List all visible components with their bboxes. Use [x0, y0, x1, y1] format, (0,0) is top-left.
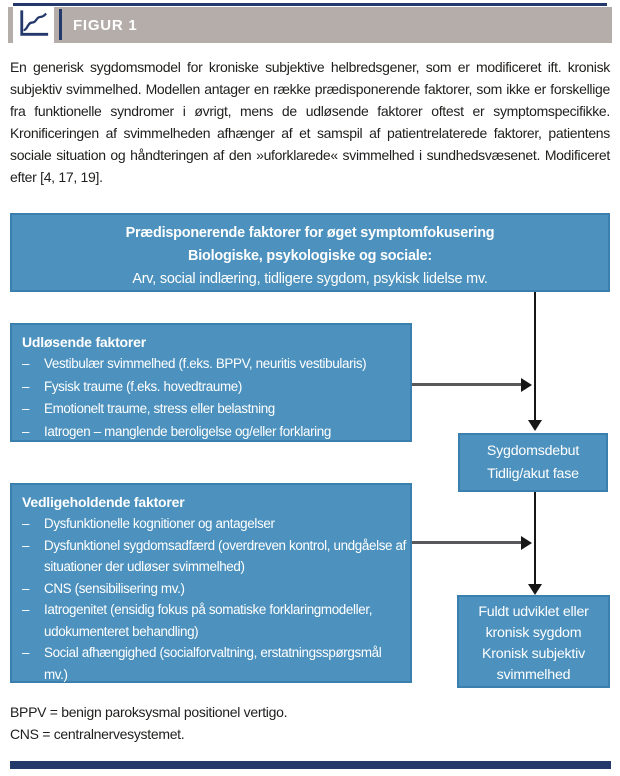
list-item: [22, 642, 408, 685]
list-item: [22, 599, 408, 642]
footnotes: [10, 701, 610, 745]
list-item: [22, 535, 408, 578]
footnote-bppv: BPPV = benign paroksysmal positionel vertigo.: [10, 704, 288, 720]
figure-caption: En generisk sygdomsmodel for kroniske subjektive helbredsgener, som er modificeret ift. kronisk subjektiv svimmelhed. Modellen antager en række prædisponerende faktorer, som ikke er forskellige fra funktionelle syndromer i øvrigt, mens de udløsende faktorer oftest er symptomspecifikke. Kronificeringen af svimmelheden afhænger af et samspil af patientrelaterede faktorer, patientens sociale situation og håndteringen af den »uforklarede« svimmelhed i sundhedsvæsenet. Modificeret efter [4, 17, 19].: [10, 59, 610, 185]
connector-triggering: [412, 383, 522, 386]
connector-maintaining: [412, 541, 522, 544]
list-item: [22, 353, 408, 376]
maintaining-factors-box: [10, 483, 412, 683]
figure-title: FIGUR 1: [73, 16, 138, 34]
chronic-line1: Fuldt udviklet eller: [478, 604, 589, 620]
chronic-line2: kronisk sygdom: [485, 625, 582, 641]
line-chart-icon: [18, 9, 50, 43]
predisposing-factors-box: [10, 213, 610, 292]
header-separator: [59, 9, 62, 40]
arrow-right-icon: [521, 378, 532, 392]
bullet-dash: –: [22, 580, 30, 596]
connector-predisposing-to-onset: [534, 292, 536, 421]
list-item-text: Social afhængighed (socialforvaltning, erstatningsspørgsmål mv.): [44, 645, 382, 682]
predisposing-body: Arv, social indlæring, tidligere sygdom, psykisk lidelse mv.: [132, 271, 488, 287]
list-item-text: Vestibulær svimmelhed (f.eks. BPPV, neuritis vestibularis): [44, 356, 367, 371]
list-item: [22, 421, 408, 444]
chronic-line4: svimmelhed: [496, 667, 571, 683]
arrow-down-icon: [528, 584, 542, 595]
arrow-right-icon: [521, 536, 532, 550]
bullet-dash: –: [22, 602, 30, 617]
arrow-down-icon: [528, 420, 542, 431]
list-item: [22, 578, 408, 600]
predisposing-heading-line2: Biologiske, psykologiske og sociale:: [188, 248, 432, 264]
bullet-dash: –: [22, 401, 30, 416]
footnote-cns: CNS = centralnervesystemet.: [10, 726, 185, 742]
list-item-text: Iatrogenitet (ensidig fokus på somatiske forklaringmodeller, udokumenteret behandling): [44, 602, 373, 639]
onset-box: [458, 433, 608, 492]
bullet-dash: –: [22, 645, 30, 660]
chronic-box: [457, 595, 610, 688]
chronic-line3: Kronisk subjektiv: [481, 646, 586, 662]
onset-line2: Tidlig/akut fase: [487, 466, 579, 482]
figure-icon-box: [13, 7, 54, 45]
bullet-dash: –: [22, 423, 30, 439]
bullet-dash: –: [22, 356, 30, 371]
triggering-factors-box: [10, 323, 412, 442]
list-item: [22, 513, 408, 535]
top-rule: [13, 3, 607, 6]
list-item-text: Emotionelt traume, stress eller belastning: [44, 401, 275, 416]
bullet-dash: –: [22, 537, 30, 553]
list-item-text: Dysfunktionelle kognitioner og antagelser: [44, 516, 275, 531]
maintaining-title: Vedligeholdende faktorer: [22, 494, 185, 510]
onset-line1: Sygdomsdebut: [486, 443, 580, 459]
connector-onset-to-chronic: [534, 492, 536, 585]
triggering-title: Udløsende faktorer: [22, 334, 146, 350]
list-item: [22, 398, 408, 421]
list-item-text: Dysfunktionel sygdomsadfærd (overdreven kontrol, undgåelse af situationer der udløser svimmelhed): [44, 537, 406, 574]
list-item-text: Iatrogen – manglende beroligelse og/eller forklaring: [44, 423, 331, 439]
predisposing-heading-line1: Prædisponerende faktorer for øget symptomfokusering: [125, 225, 495, 241]
bottom-rule: [10, 761, 611, 769]
list-item-text: CNS (sensibilisering mv.): [44, 580, 185, 596]
list-item: [22, 376, 408, 399]
bullet-dash: –: [22, 378, 30, 394]
list-item-text: Fysisk traume (f.eks. hovedtraume): [44, 378, 242, 394]
bullet-dash: –: [22, 516, 30, 531]
